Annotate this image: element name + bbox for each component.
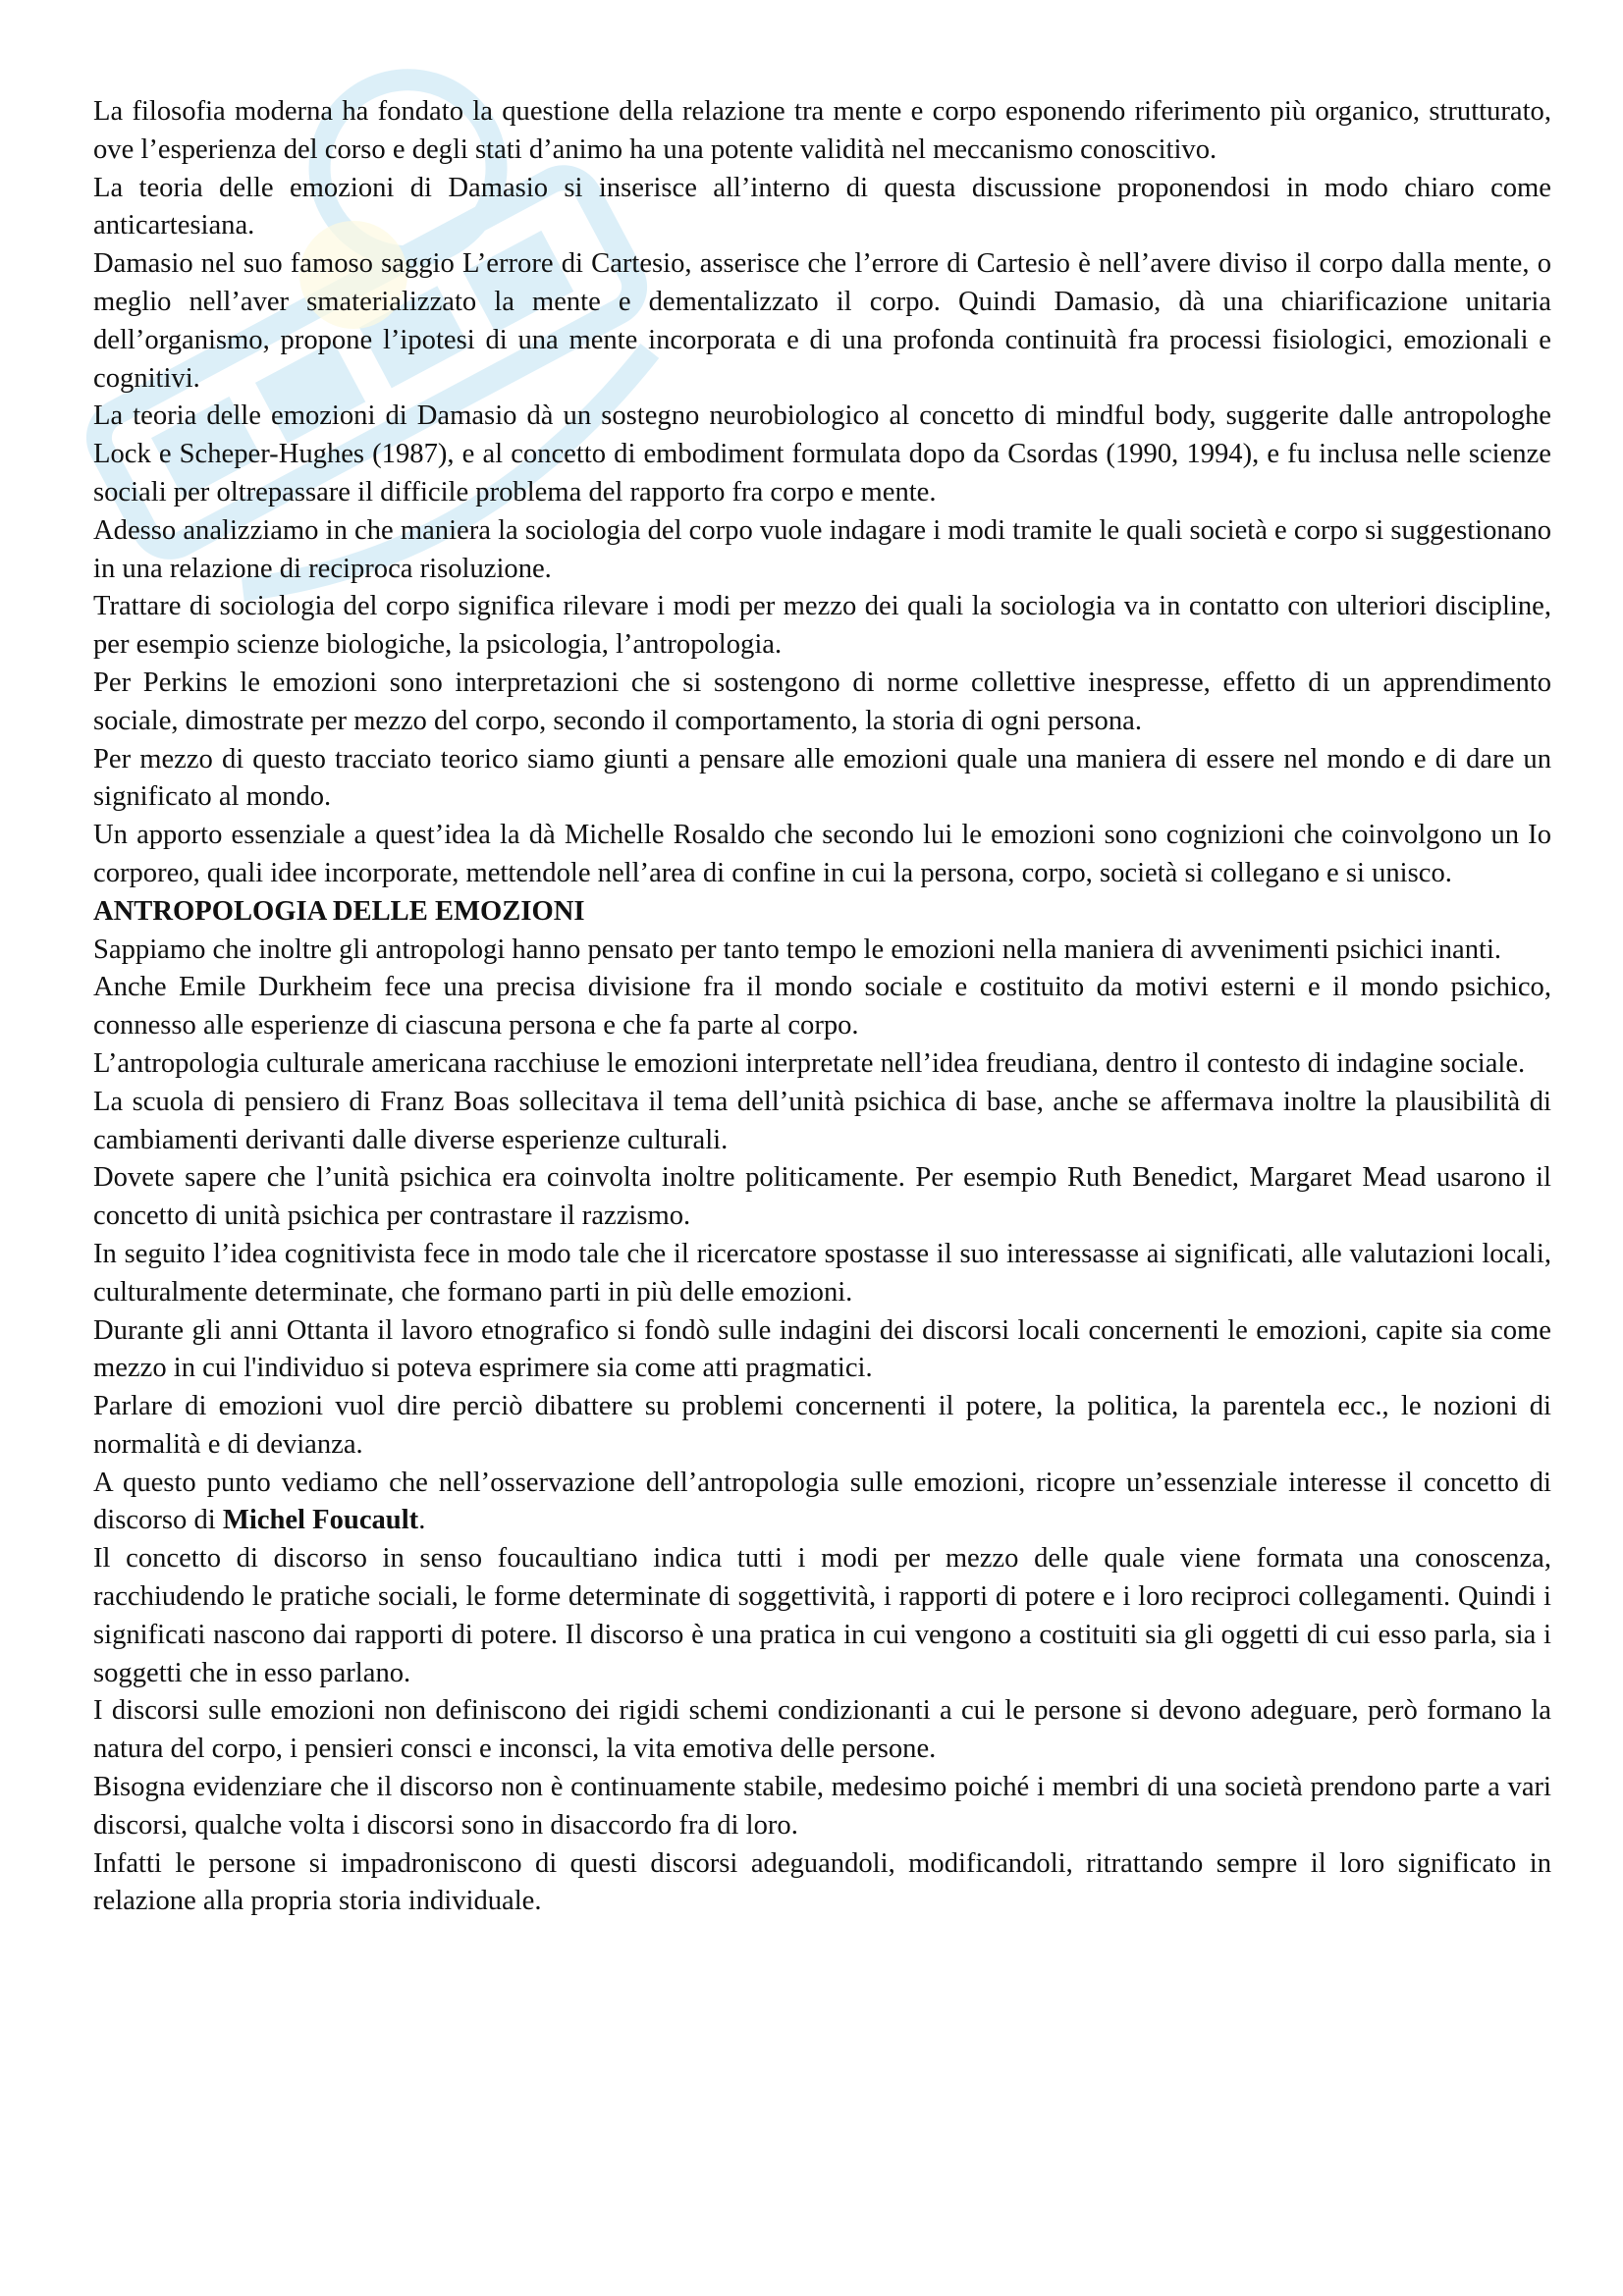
- paragraph: Per Perkins le emozioni sono interpretazioni che si sostengono di norme collettive inespresse, effetto di un apprendimento sociale, dimostrate per mezzo del corpo, secondo il comportamento, la storia di ogni persona.: [93, 667, 1551, 736]
- paragraph: La scuola di pensiero di Franz Boas sollecitava il tema dell’unità psichica di base, anche se affermava inoltre la plausibilità di cambiamenti derivanti dalle diverse esperienze culturali.: [93, 1086, 1551, 1155]
- paragraph: Per mezzo di questo tracciato teorico siamo giunti a pensare alle emozioni quale una maniera di essere nel mondo e di dare un significato al mondo.: [93, 743, 1551, 813]
- paragraph: Adesso analizziamo in che maniera la sociologia del corpo vuole indagare i modi tramite le quali società e corpo si suggestionano in una relazione di reciproca risoluzione.: [93, 514, 1551, 584]
- author-name: Michel Foucault: [222, 1505, 419, 1536]
- paragraph: La filosofia moderna ha fondato la questione della relazione tra mente e corpo esponendo riferimento più organico, strutturato, ove l’esperienza del corso e degli stati d’animo ha una potente validità nel meccanismo conoscitivo.: [93, 96, 1551, 165]
- paragraph: Infatti le persone si impadroniscono di questi discorsi adeguandoli, modificandoli, ritrattando sempre il loro significato in relazione alla propria storia individuale.: [93, 1847, 1551, 1917]
- paragraph-text: .: [418, 1505, 426, 1536]
- paragraph: Durante gli anni Ottanta il lavoro etnografico si fondò sulle indagini dei discorsi locali concernenti le emozioni, capite sia come mezzo in cui l'individuo si poteva esprimere sia come atti pragmatici.: [93, 1314, 1551, 1384]
- paragraph: La teoria delle emozioni di Damasio dà un sostegno neurobiologico al concetto di mindful body, suggerite dalle antropologhe Lock e Scheper-Hughes (1987), e al concetto di embodiment formulata dopo da Csordas (1990, 1994), e fu inclusa nelle scienze sociali per oltrepassare il difficile problema del rapporto fra corpo e mente.: [93, 400, 1551, 507]
- paragraph: I discorsi sulle emozioni non definiscono dei rigidi schemi condizionanti a cui le persone si devono adeguare, però formano la natura del corpo, i pensieri consci e inconsci, la vita emotiva delle persone.: [93, 1695, 1551, 1765]
- paragraph: La teoria delle emozioni di Damasio si inserisce all’interno di questa discussione proponendosi in modo chiaro come anticartesiana.: [93, 172, 1551, 241]
- paragraph: Un apporto essenziale a quest’idea la dà Michelle Rosaldo che secondo lui le emozioni sono cognizioni che coinvolgono un Io corporeo, quali idee incorporate, mettendole nell’area di confine in cui la persona, corpo, società si collegano e si unisco.: [93, 820, 1551, 888]
- paragraph: L’antropologia culturale americana racchiuse le emozioni interpretate nell’idea freudiana, dentro il contesto di indagine sociale.: [93, 1047, 1526, 1079]
- document-body: [93, 93, 1551, 1921]
- paragraph: Damasio nel suo famoso saggio L’errore di Cartesio, asserisce che l’errore di Cartesio è nell’avere diviso il corpo dalla mente, o meglio nell’aver smaterializzato la mente e dementalizzato il corpo. Quindi Damasio, dà una chiarificazione unitaria dell’organismo, propone l’ipotesi di una mente incorporata e di una profonda continuità fra processi fisiologici, emozionali e cognitivi.: [93, 248, 1551, 394]
- paragraph: Il concetto di discorso in senso foucaultiano indica tutti i modi per mezzo delle quale viene formata una conoscenza, racchiudendo le pratiche sociali, le forme determinate di soggettività, i rapporti di potere e i loro reciproci collegamenti. Quindi i significati nascono dai rapporti di potere. Il discorso è una pratica in cui vengono a costituiti sia gli oggetti di cui esso parla, sia i soggetti che in esso parlano.: [93, 1543, 1551, 1688]
- paragraph: Parlare di emozioni vuol dire perciò dibattere su problemi concernenti il potere, la politica, la parentela ecc., le nozioni di normalità e di devianza.: [93, 1391, 1551, 1460]
- paragraph: Anche Emile Durkheim fece una precisa divisione fra il mondo sociale e costituito da motivi esterni e il mondo psichico, connesso alle esperienze di ciascuna persona e che fa parte al corpo.: [93, 972, 1551, 1041]
- paragraph: In seguito l’idea cognitivista fece in modo tale che il ricercatore spostasse il suo interessasse ai significati, alle valutazioni locali, culturalmente determinate, che formano parti in più delle emozioni.: [93, 1238, 1551, 1308]
- paragraph-foucault: [93, 1465, 1551, 1541]
- section-heading: ANTROPOLOGIA DELLE EMOZIONI: [93, 895, 585, 927]
- paragraph: Trattare di sociologia del corpo significa rilevare i modi per mezzo dei quali la sociologia va in contatto con ulteriori discipline, per esempio scienze biologiche, la psicologia, l’antropologia.: [93, 591, 1551, 661]
- paragraph-text: A questo punto vediamo che nell’osservazione dell’antropologia sulle emozioni, ricopre un’essenziale interesse il concetto di discorso di: [93, 1467, 1551, 1536]
- paragraph: Sappiamo che inoltre gli antropologi hanno pensato per tanto tempo le emozioni nella maniera di avvenimenti psichici inanti.: [93, 934, 1502, 965]
- paragraph: Bisogna evidenziare che il discorso non è continuamente stabile, medesimo poiché i membri di una società prendono parte a vari discorsi, qualche volta i discorsi sono in disaccordo fra di loro.: [93, 1772, 1551, 1841]
- paragraph: Dovete sapere che l’unità psichica era coinvolta inoltre politicamente. Per esempio Ruth Benedict, Margaret Mead usarono il concetto di unità psichica per contrastare il razzismo.: [93, 1162, 1551, 1232]
